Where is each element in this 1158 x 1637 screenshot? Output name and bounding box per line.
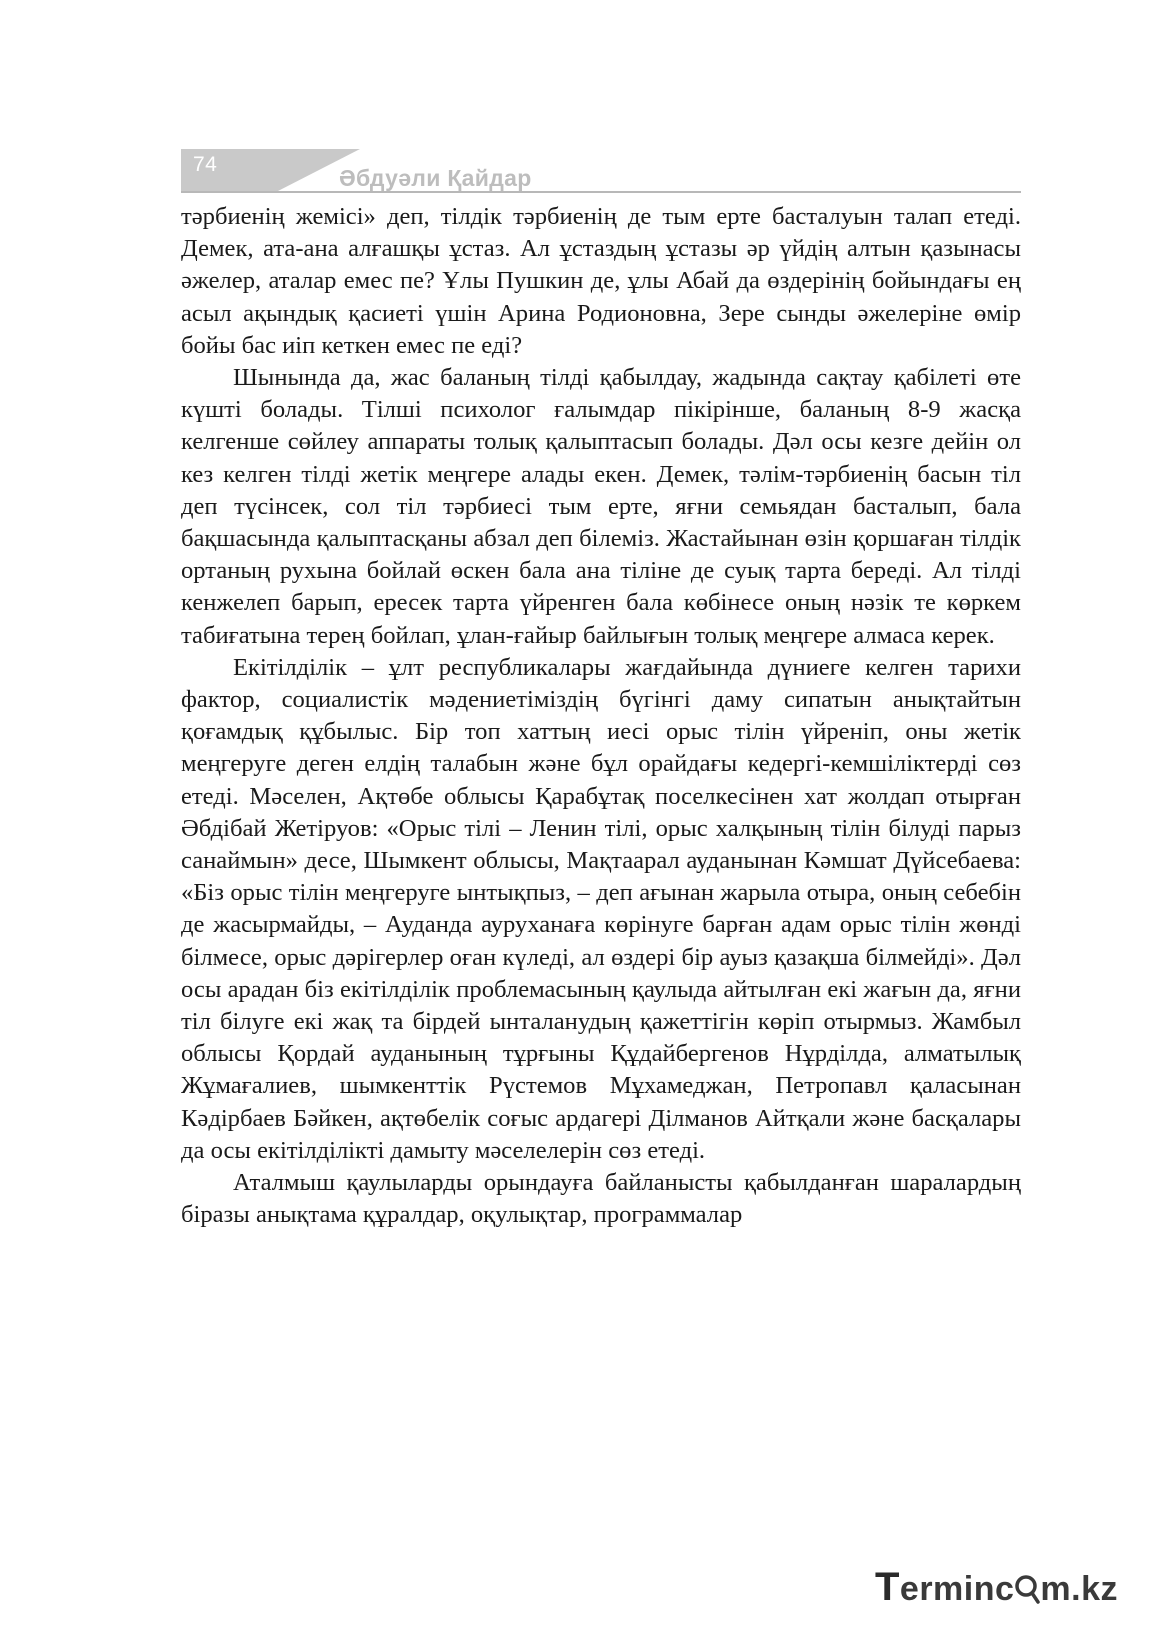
body-text <box>181 201 1021 1232</box>
magnifier-o-icon <box>1014 1574 1040 1613</box>
header-rule <box>181 191 1021 193</box>
watermark-lead-letter: T <box>874 1565 900 1609</box>
watermark-text-end: m.kz <box>1040 1570 1118 1608</box>
paragraph: Аталмыш қаулыларды орындауға байланысты қабылданған шаралардың біразы анықтама құралдар, оқулықтар, программалар <box>181 1169 1021 1229</box>
paragraph-continued: тәрбиенің жемісі» деп, тілдік тәрбиенің де тым ерте басталуын талап етеді. Демек, ата-ана алғашқы ұстаз. Ал ұстаздың ұстазы әр үйдің алтын қазынасы әжелер, аталар емес пе? Ұлы Пушкин де, ұлы Абай да өздерінің бойындағы ең асыл ақындық қасиеті үшін Арина Родионовна, Зере сынды әжелеріне өмір бойы бас иіп кеткен емес пе еді? <box>181 203 1021 359</box>
paragraph: Екітілділік – ұлт республикалары жағдайында дүниеге келген тарихи фактор, социалистік мәдениетіміздің бүгінгі даму сипатын анықтайтын қоғамдық құбылыс. Бір топ хаттың иесі орыс тілін үйреніп, оны жетік меңгеруге деген елдің талабын және бұл орайдағы кедергі-кемшіліктерді сөз етеді. Мәселен, Ақтөбе облысы Қарабұтақ поселкесінен хат жолдап отырған Әбдібай Жетіруов: «Орыс тілі – Ленин тілі, орыс халқының тілін білуді парыз санаймын» десе, Шымкент облысы, Мақтаарал ауданынан Кәмшат Дүйсебаева: «Біз орыс тілін меңгеруге ынтықпыз, – деп ағынан жарыла отыра, оның себебін де жасырмайды, – Ауданда ауруханаға көрінуге барған адам орыс тілін жөнді білмесе, орыс дәрігерлер оған күледі, ал өздері бір ауыз қазақша білмейді». Дәл осы арадан біз екітілділік проблемасының қаулыда айтылған екі жағын да, яғни тіл білуге екі жақ та бірдей ынталанудың қажеттігін көріп отырмыз. Жамбыл облысы Қордай ауданының тұрғыны Құдайбергенов Нұрділда, алматылық Жұмағалиев, шымкенттік Рүстемов Мұхамеджан, Петропавл қаласынан Кәдірбаев Бәйкен, ақтөбелік соғыс ардагері Ділманов Айтқали және басқалары да осы екітілділікті дамыту мәселелерін сөз етеді. <box>181 653 1021 1164</box>
watermark-text-start: erminc <box>899 1570 1015 1608</box>
site-watermark <box>875 1565 1118 1613</box>
paragraph: Шынында да, жас баланың тілді қабылдау, жадында сақтау қабілеті өте күшті болады. Тілші психолог ғалымдар пікірінше, баланың 8-9 жасқа келгенше сөйлеу аппараты толық қалыптасып болады. Дәл осы кезге дейін ол кез келген тілді жетік меңгере алады екен. Демек, тәлім-тәрбиенің басын тіл деп түсінсек, сол тіл тәрбиесі тым ерте, яғни семьядан басталып, бала бақшасында қалыптасқаны абзал деп білеміз. Жастайынан өзін қоршаған тілдік ортаның рухына бойлай өскен бала ана тіліне де суық тарта береді. Ал тілді кенжелеп барып, ересек тарта үйренген бала көбінесе оның нәзік те көркем табиғатына терең бойлап, ұлан-ғайыр байлығын толық меңгере алмаса керек. <box>181 364 1021 649</box>
page-number: 74 <box>193 153 218 176</box>
running-header-author: Әбдуәли Қайдар <box>339 165 532 191</box>
running-header <box>181 149 1021 195</box>
